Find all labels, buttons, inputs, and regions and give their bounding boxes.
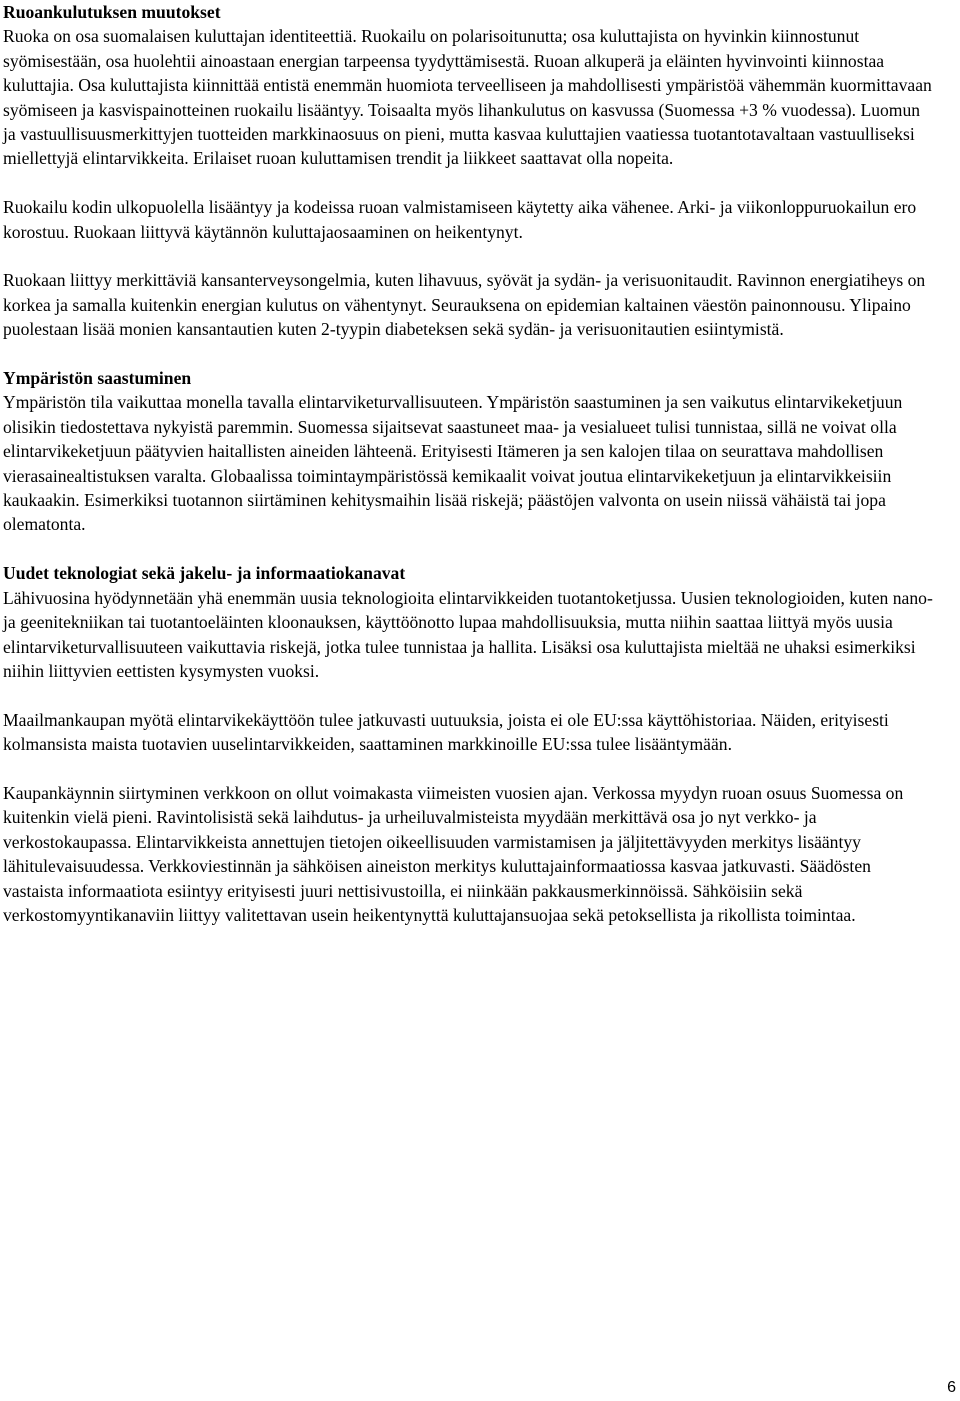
paragraph: Ruokailu kodin ulkopuolella lisääntyy ja kodeissa ruoan valmistamiseen käytetty aika vähenee. Arki- ja viikonloppuruokailun ero korostuu. Ruokaan liittyvä käytännön kuluttajaosaaminen on heikentynyt. [3, 197, 917, 242]
paragraph-spacer [3, 757, 933, 781]
paragraph-spacer [3, 171, 933, 195]
section-heading: Ruoankulutuksen muutokset [3, 2, 221, 22]
paragraph: Kaupankäynnin siirtyminen verkkoon on ollut voimakasta viimeisten vuosien ajan. Verkossa myydyn ruoan osuus Suomessa on kuitenkin vielä pieni. Ravintolisistä sekä laihdutus- ja urheiluvalmisteista myydään merkittävä osa jo nyt verkko- ja verkostokaupassa. Elintarvikkeista annettujen tietojen oikeellisuuden varmistamisen ja jäljitettävyyden merkitys lisääntyy lähitulevaisuudessa. Verkkoviestinnän ja sähköisen aineiston merkitys kuluttajainformaatiossa kasvaa jatkuvasti. Säädösten vastaista informaatiota esiintyy erityisesti juuri nettisivustoilla, ei niinkään pakkausmerkinnöissä. Sähköisiin sekä verkostomyyntikanaviin liittyy valitettavan usein heikentynyttä kuluttajansuojaa sekä petoksellista ja rikollista toimintaa. [3, 782, 904, 925]
paragraph-spacer [3, 244, 933, 268]
page-number: 6 [947, 1379, 956, 1396]
section-environmental-pollution [3, 366, 933, 537]
section-spacer [3, 537, 933, 561]
paragraph: Ympäristön tila vaikuttaa monella tavalla elintarviketurvallisuuteen. Ympäristön saastuminen ja sen vaikutus elintarvikeketjuun olisikin tiedostettava nykyistä paremmin. Suomessa sijaitsevat saastuneet maa- ja vesialueet tulisi tunnistaa, sillä ne voivat olla elintarvikeketjuun päätyvien haitallisten aineiden lähteenä. Erityisesti Itämeren ja sen kalojen tilaa on seurattava mahdollisen vierasainealtistuksen varalta. Globaalissa toimintaympäristössä kemikaalit voivat joutua elintarvikeketjuun ja elintarvikkeisiin kaukaakin. Esimerkiksi tuotannon siirtäminen kehitysmaihin lisää riskejä; päästöjen valvonta on usein niissä vähäistä tai jopa olematonta. [3, 392, 903, 535]
paragraph: Ruoka on osa suomalaisen kuluttajan identiteettiä. Ruokailu on polarisoitunutta; osa kuluttajista on hyvinkin kiinnostunut syömisestään, osa huolehtii ainoastaan energian tarpeensa tyydyttämisestä. Ruoan alkuperä ja eläinten hyvinvointi kiinnostaa kuluttajia. Osa kuluttajista kiinnittää entistä enemmän huomiota terveelliseen ja mahdollisesti ympäristöä vähemmän kuormittavaan syömiseen ja kasvispainotteinen ruokailu lisääntyy. Toisaalta myös lihankulutus on kasvussa (Suomessa +3 % vuodessa). Luomun ja vastuullisuusmerkittyjen tuotteiden markkinaosuus on pieni, mutta kasvaa kuluttajien vaatiessa tuotantotavaltaan vastuulliseksi miellettyjä elintarvikkeita. Erilaiset ruoan kuluttamisen trendit ja liikkeet saattavat olla nopeita. [3, 26, 932, 169]
section-new-technologies [3, 561, 933, 927]
section-spacer [3, 342, 933, 366]
paragraph: Lähivuosina hyödynnetään yhä enemmän uusia teknologioita elintarvikkeiden tuotantoketjussa. Uusien teknologioiden, kuten nano- ja geenitekniikan tai tuotantoeläinten kloonauksen, käyttöönotto lupaa mahdollisuuksia, mutta niihin saattaa liittyä myös uusia elintarviketurvallisuuteen vaikuttavia riskejä, jotka tulee tunnistaa ja hallita. Lisäksi osa kuluttajista mieltää ne uhaksi esimerkiksi niihin liittyvien eettisten kysymysten vuoksi. [3, 587, 933, 681]
paragraph: Ruokaan liittyy merkittäviä kansanterveysongelmia, kuten lihavuus, syövät ja sydän- ja verisuonitaudit. Ravinnon energiatiheys on korkea ja samalla kuitenkin energian kulutus on vähentynyt. Seurauksena on epidemian kaltainen väestön painonnousu. Ylipaino puolestaan lisää monien kansantautien kuten 2-tyypin diabeteksen sekä sydän- ja verisuonitautien esiintymistä. [3, 270, 926, 340]
section-heading: Ympäristön saastuminen [3, 368, 192, 389]
paragraph-spacer [3, 683, 933, 707]
section-heading: Uudet teknologiat sekä jakelu- ja informaatiokanavat [3, 563, 406, 584]
document-page [3, 0, 933, 927]
paragraph: Maailmankaupan myötä elintarvikekäyttöön tulee jatkuvasti uutuuksia, joista ei ole EU:ssa käyttöhistoriaa. Näiden, erityisesti kolmansista maista tuotavien uuselintarvikkeiden, saattaminen markkinoille EU:ssa tulee lisääntymään. [3, 709, 889, 755]
section-food-consumption [3, 0, 933, 342]
